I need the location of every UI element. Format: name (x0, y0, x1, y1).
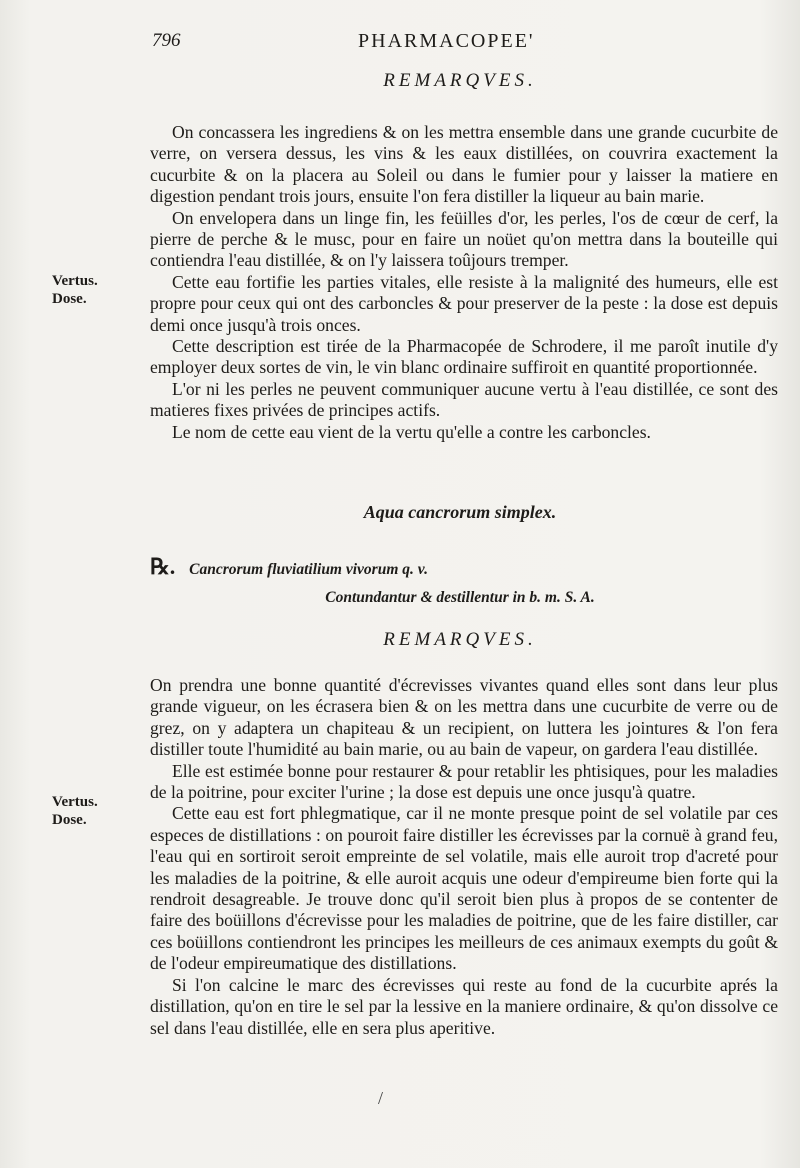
paragraph: Cette description est tirée de la Pharmacopée de Schrodere, il me paroît inutile d'y employer deux sortes de vin, le vin blanc ordinaire suffiroit en quantité proportionnée. (150, 336, 778, 378)
margin-note-dose: Dose. (52, 812, 87, 828)
recipe-ingredient: Cancrorum fluviatilium vivorum q. v. (189, 561, 428, 578)
paragraph: On prendra une bonne quantité d'écrevisses vivantes quand elles sont dans leur plus grande vigueur, on les écrasera bien & on les mettra dans une cucurbite de verre ou de grez, on y adaptera un chapiteau & un recipient, on luttera les jointures & l'on fera distiller toute l'humidité au bain marie, ou au bain de vapeur, on gardera l'eau distillée. (150, 675, 778, 760)
paragraph: On concassera les ingrediens & on les mettra ensemble dans une grande cucurbite de verre, on versera dessus, les vins & les eaux distillées, on couvrira exactement la cucurbite & on la placera au Soleil ou dans le fumier pour y laisser la matiere en digestion pendant trois jours, ensuite l'on fera distiller la liqueur au bain marie. (150, 122, 778, 207)
formula-title: Aqua cancrorum simplex. (363, 502, 557, 522)
margin-note-dose: Dose. (52, 291, 87, 307)
margin-note-vertus: Vertus. (52, 273, 98, 289)
paragraph: Si l'on calcine le marc des écrevisses qui reste au fond de la cucurbite aprés la distillation, qu'on en tire le sel par la lessive en la maniere ordinaire, & qu'on dissolve ce sel dans l'eau distillée, elle en sera plus aperitive. (150, 974, 778, 1038)
recipe-instruction: Contundantur & destillentur in b. m. S. A. (325, 589, 595, 606)
recipe-symbol: ℞. (150, 554, 176, 579)
section2-body (150, 675, 778, 1039)
paragraph: Le nom de cette eau vient de la vertu qu'elle a contre les carboncles. (172, 421, 651, 442)
recipe-line (150, 554, 428, 580)
paragraph: Elle est estimée bonne pour restaurer & pour retablir les phtisiques, pour les maladies de la poitrine, pour exciter l'urine ; la dose est depuis une once jusqu'à quatre. (150, 760, 778, 803)
paragraph: L'or ni les perles ne peuvent communiquer aucune vertu à l'eau distillée, ce sont des matieres fixes privées de principes actifs. (150, 378, 778, 421)
section-heading-remarques-2: REMARQVES. (383, 629, 537, 650)
section1-body (150, 122, 778, 443)
paragraph: Cette eau est fort phlegmatique, car il ne monte presque point de sel volatile par ces especes de distillations : on pouroit faire distiller les écrevisses par la cornuë à grand feu, l'eau qui en sortiroit seroit empreinte de sel volatile, mais elle auroit trop d'acreté pour les maladies de la poitrine, & elle auroit acquis une odeur d'empireume bien forte qui la rendroit desagreable. Je trouve donc qu'il seroit bien plus à propos de se contenter de faire des boüillons d'écrevisse pour les maladies de poitrine, que de les faire distiller, car ces boüillons contiendront les principes les meilleurs de ces animaux exempts du goût & de l'odeur empireumatique des distillations. (150, 803, 778, 974)
margin-note-2 (52, 793, 98, 829)
running-title: PHARMACOPEE' (358, 30, 535, 52)
margin-note-vertus: Vertus. (52, 794, 98, 810)
page-header (140, 28, 780, 58)
page-number: 796 (152, 30, 181, 51)
margin-note-1 (52, 272, 98, 308)
paragraph: On envelopera dans un linge fin, les feüilles d'or, les perles, l'os de cœur de cerf, la pierre de perche & le musc, pour en faire un noüet qu'on mettra dans la bouteille qui contiendra l'eau distillée, & on l'y laissera toûjours tremper. (150, 207, 778, 271)
paragraph: Cette eau fortifie les parties vitales, elle resiste à la malignité des humeurs, elle est propre pour ceux qui ont des carboncles & pour preserver de la peste : la dose est depuis demi once jusqu'à trois onces. (150, 271, 778, 335)
section-heading-remarques-1: REMARQVES. (383, 70, 537, 91)
ink-mark: / (378, 1088, 384, 1108)
